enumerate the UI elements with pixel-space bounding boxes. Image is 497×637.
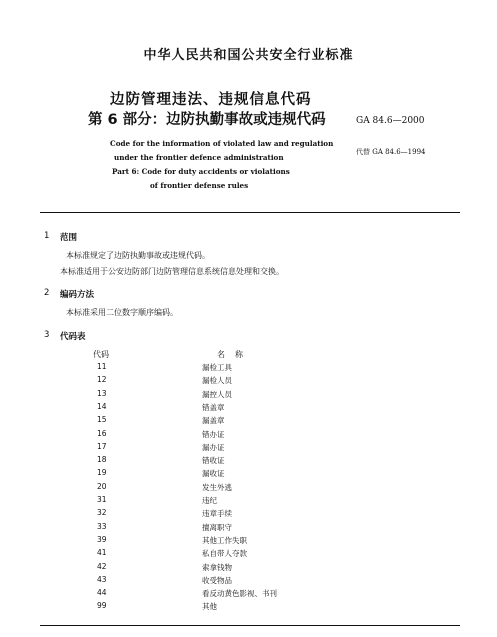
row-name: 索拿钱物 <box>202 562 232 572</box>
row-name: 擅离职守 <box>202 522 232 532</box>
row-code: 13 <box>97 388 107 398</box>
section-heading-coding-method: 编码方法 <box>60 290 95 300</box>
table-row <box>0 482 497 495</box>
row-code: 11 <box>97 362 107 371</box>
table-row <box>0 375 497 388</box>
row-code: 20 <box>97 481 107 491</box>
row-code: 39 <box>97 534 107 544</box>
row-code: 31 <box>97 495 107 504</box>
row-code: 33 <box>97 521 107 531</box>
row-name: 漏办证 <box>202 442 225 452</box>
row-name: 其他工作失职 <box>202 535 247 545</box>
table-row <box>0 429 497 442</box>
section-number: 1 <box>44 231 50 241</box>
row-name: 漏检人员 <box>202 376 232 386</box>
coding-method-paragraph: 本标准采用二位数字顺序编码。 <box>66 308 178 317</box>
row-name: 错办证 <box>202 429 225 439</box>
row-code: 32 <box>97 508 107 518</box>
footer-divider <box>40 625 460 626</box>
standard-code: GA 84.6—2000 <box>356 116 425 126</box>
table-row <box>0 601 497 614</box>
row-name: 违章手续 <box>202 509 232 519</box>
table-row <box>0 468 497 481</box>
table-row <box>0 575 497 588</box>
row-name: 收受物品 <box>202 575 232 585</box>
row-code: 12 <box>97 375 107 385</box>
row-name: 错盖章 <box>202 402 225 412</box>
table-row <box>0 415 497 428</box>
row-name: 发生外逃 <box>202 482 232 492</box>
table-row <box>0 535 497 548</box>
table-row <box>0 588 497 601</box>
table-header-code: 代码 <box>93 350 109 359</box>
row-code: 43 <box>97 574 107 584</box>
row-name: 看反动黄色影视、书刊 <box>202 589 277 599</box>
row-code: 41 <box>97 548 107 558</box>
scope-paragraph-2: 本标准适用于公安边防部门边防管理信息系统信息处理和交换。 <box>60 267 284 276</box>
table-row <box>0 389 497 402</box>
header-divider <box>40 212 460 213</box>
row-name: 漏控人员 <box>202 389 232 399</box>
english-title-line-1: Code for the information of violated law and regulation <box>110 139 334 148</box>
row-code: 99 <box>97 601 107 611</box>
row-code: 44 <box>97 588 107 598</box>
table-row <box>0 455 497 468</box>
scope-paragraph-1: 本标准规定了边防执勤事故或违规代码。 <box>66 251 210 260</box>
section-heading-code-table: 代码表 <box>60 332 86 342</box>
row-code: 19 <box>97 468 107 478</box>
table-row <box>0 562 497 575</box>
row-code: 18 <box>97 455 107 465</box>
section-number: 3 <box>44 330 50 340</box>
english-title-line-4: of frontier defense rules <box>150 181 249 190</box>
replaces-standard: 代替 GA 84.6—1994 <box>356 148 426 156</box>
table-row <box>0 442 497 455</box>
english-title-line-2: under the frontier defence administration <box>114 153 284 162</box>
english-title-line-3: Part 6: Code for duty accidents or violations <box>112 167 290 176</box>
table-row <box>0 402 497 415</box>
row-code: 15 <box>97 415 107 425</box>
row-name: 私自带人夺款 <box>202 549 247 559</box>
row-code: 17 <box>97 441 107 451</box>
row-name: 漏收证 <box>202 469 225 479</box>
section-number: 2 <box>44 288 50 298</box>
row-name: 错收证 <box>202 456 225 466</box>
row-name: 违纪 <box>202 496 217 505</box>
table-header-name: 名称 <box>217 350 253 359</box>
row-code: 14 <box>97 401 107 411</box>
row-code: 42 <box>97 561 107 571</box>
standard-category-title: 中华人民共和国公共安全行业标准 <box>143 48 354 63</box>
table-row <box>0 522 497 535</box>
table-row <box>0 508 497 521</box>
table-row <box>0 548 497 561</box>
section-heading-scope: 范围 <box>60 233 78 243</box>
table-row <box>0 495 497 508</box>
row-name: 漏盖章 <box>202 416 225 426</box>
row-name: 漏检工具 <box>202 363 232 372</box>
document-title-line-1: 边防管理违法、违规信息代码 <box>110 92 312 108</box>
table-row <box>0 362 497 375</box>
row-code: 16 <box>97 428 107 438</box>
document-title-line-2: 第 6 部分：边防执勤事故或违规代码 <box>88 112 326 128</box>
row-name: 其他 <box>202 602 217 612</box>
